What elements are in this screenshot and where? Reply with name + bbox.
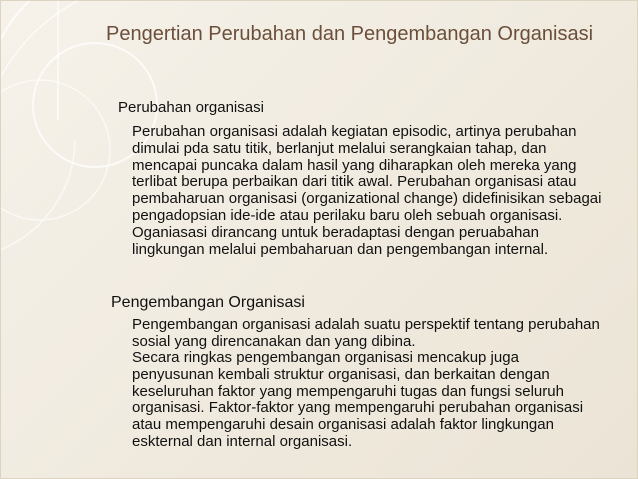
section-heading-pengembangan: Pengembangan Organisasi	[111, 294, 305, 311]
paragraph-pengembangan-summary: Secara ringkas pengembangan organisasi mencakup juga penyusunan kembali struktur organisasi, dan berkaitan dengan keseluruhan faktor yang mempengaruhi tugas dan fungsi seluruh organisasi. Faktor-faktor yang mempengaruhi perubahan organisasi atau mempengaruhi desain organisasi adalah faktor lingkungan eskternal dan internal organisasi.	[132, 349, 584, 450]
section-heading-perubahan: Perubahan organisasi	[118, 99, 264, 116]
paragraph-perubahan: Perubahan organisasi adalah kegiatan episodic, artinya perubahan dimulai pda satu titik, berlanjut melalui serangkaian tahap, dan mencapai puncaka dalam hasil yang diharapkan oleh mereka yang terlibat berupa perbaikan dari titik awal. Perubahan organisasi atau pembaharuan organisasi (organizational change) didefinisikan sebagai pengadopsian ide-ide atau perilaku baru oleh sebuah organisasi. Oganiasasi dirancang untuk beradaptasi dengan peruabahan lingkungan melalui pembaharuan dan pengembangan internal.	[132, 123, 602, 258]
paragraph-pengembangan-definition: Pengembangan organisasi adalah suatu perspektif tentang perubahan sosial yang direncanakan dan yang dibina.	[132, 316, 600, 350]
slide-title: Pengertian Perubahan dan Pengembangan Organisasi	[106, 23, 594, 45]
